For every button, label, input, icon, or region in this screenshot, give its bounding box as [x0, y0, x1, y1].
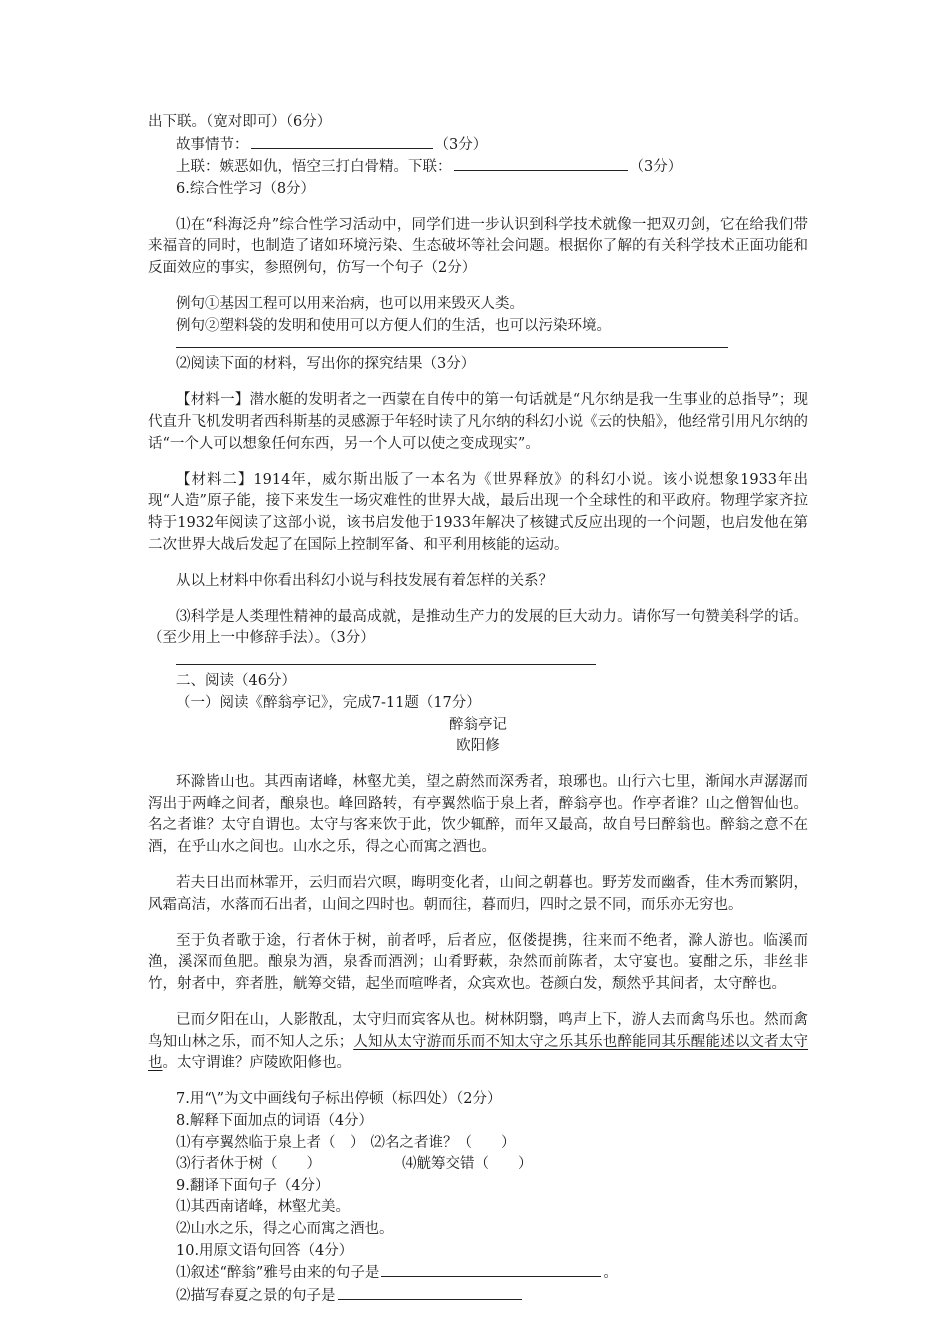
answer-blank[interactable]	[338, 1285, 522, 1300]
question-10-1: ⑴叙述“醉翁”雅号由来的句子是 。	[148, 1262, 808, 1285]
question-10: 10.用原文语句回答（4分）	[176, 1242, 354, 1259]
question-10-2: ⑵描写春夏之景的句子是	[148, 1285, 808, 1308]
example-1: 例句①基因工程可以用来治病，也可以用来毁灭人类。	[176, 296, 524, 313]
section-2-heading: 二、阅读（46分）	[176, 673, 296, 690]
line-1: 出下联。（宽对即可）（6分）	[148, 114, 332, 130]
answer-line[interactable]	[176, 347, 728, 348]
essay-author: 欧阳修	[456, 738, 500, 755]
question-7: 7.用“\”为文中画线句子标出停顿（标四处）（2分）	[176, 1091, 502, 1108]
question-8-row-2: ⑶行者休于树（ ） ⑷觥筹交错（ ）	[176, 1156, 533, 1173]
question-6-heading: 6.综合性学习（8分）	[176, 180, 316, 197]
question-9: 9.翻译下面句子（4分）	[176, 1177, 330, 1194]
story-plot-line: 故事情节： （3分）	[148, 134, 808, 157]
answer-blank[interactable]	[454, 156, 628, 171]
material-1: 【材料一】潜水艇的发明者之一西蒙在自传中的第一句话就是“凡尔纳是我一生事业的总指导”；现代直升飞机发明者西科斯基的灵感源于年轻时读了凡尔纳的科幻小说《云的快船》，他经常引用凡尔纳的话“一个人可以想象任何东西，另一个人可以使之变成现实”。	[148, 392, 808, 452]
answer-line[interactable]	[176, 664, 596, 665]
underlined-sentence: 人知从太守游而乐而不知太守之乐其乐也醉能同其乐醒能述以文者太守也	[148, 1033, 809, 1072]
question-9-1: ⑴其西南诸峰，林壑尤美。	[176, 1199, 350, 1216]
document-page	[148, 112, 808, 1307]
question-6-3: ⑶科学是人类理性精神的最高成就，是推动生产力的发展的巨大动力。请你写一句赞美科学的话。（至少用上一中修辞手法）。（3分）	[148, 608, 808, 647]
question-8: 8.解释下面加点的词语（4分）	[176, 1112, 374, 1129]
essay-paragraph-1: 环滁皆山也。其西南诸峰，林壑尤美，望之蔚然而深秀者，琅琊也。山行六七里，渐闻水声潺潺而泻出于两峰之间者，酿泉也。峰回路转，有亭翼然临于泉上者，醉翁亭也。作亭者谁？山之僧智仙也。名之者谁？太守自谓也。太守与客来饮于此，饮少辄醉，而年又最高，故自号曰醉翁也。醉翁之意不在酒，在乎山水之间也。山水之乐，得之心而寓之酒也。	[148, 774, 808, 856]
material-2: 【材料二】1914年，威尔斯出版了一本名为《世界释放》的科幻小说。该小说想象1933年出现“人造”原子能，接下来发生一场灾难性的世界大战，最后出现一个全球性的和平政府。物理学家齐拉特于1932年阅读了这部小说，该书启发他于1933年解决了核键式反应出现的一个问题，也启发他在第二次世界大战后发起了在国际上控制军备、和平利用核能的运动。	[148, 471, 808, 553]
example-2: 例句②塑料袋的发明和使用可以方便人们的生活，也可以污染环境。	[176, 317, 611, 334]
answer-blank[interactable]	[381, 1262, 601, 1277]
essay-paragraph-3: 至于负者歌于途，行者休于树，前者呼，后者应，伛偻提携，往来而不绝者，滁人游也。临溪而渔，溪深而鱼肥。酿泉为酒，泉香而酒洌；山肴野蔌，杂然而前陈者，太守宴也。宴酣之乐，非丝非竹，射者中，弈者胜，觥筹交错，起坐而喧哗者，众宾欢也。苍颜白发，颓然乎其间者，太守醉也。	[148, 932, 808, 992]
essay-paragraph-4: 已而夕阳在山，人影散乱，太守归而宾客从也。树林阴翳，鸣声上下，游人去而禽鸟乐也。然而禽鸟知山林之乐，而不知人之乐；人知从太守游而乐而不知太守之乐其乐也醉能同其乐醒能述以文者太守也。太守谓谁？庐陵欧阳修也。	[148, 1012, 809, 1072]
question-6-2: ⑵阅读下面的材料，写出你的探究结果（3分）	[176, 356, 476, 373]
material-question: 从以上材料中你看出科幻小说与科技发展有着怎样的关系？	[176, 572, 553, 589]
question-8-row-1: ⑴有亭翼然临于泉上者（ ） ⑵名之者谁？（ ）	[176, 1134, 516, 1151]
answer-blank[interactable]	[251, 134, 433, 149]
section-2-1-heading: （一）阅读《醉翁亭记》，完成7-11题（17分）	[176, 694, 481, 711]
couplet-line: 上联：嫉恶如仇，悟空三打白骨精。下联： （3分）	[148, 156, 808, 179]
essay-paragraph-2: 若夫日出而林霏开，云归而岩穴暝，晦明变化者，山间之朝暮也。野芳发而幽香，佳木秀而繁阴，风霜高洁，水落而石出者，山间之四时也。朝而往，暮而归，四时之景不同，而乐亦无穷也。	[148, 875, 808, 913]
essay-title: 醉翁亭记	[449, 716, 507, 733]
question-9-2: ⑵山水之乐，得之心而寓之酒也。	[176, 1220, 394, 1237]
question-6-1: ⑴在“科海泛舟”综合性学习活动中，同学们进一步认识到科学技术就像一把双刃剑，它在给我们带来福音的同时，也制造了诸如环境污染、生态破坏等社会问题。根据你了解的有关科学技术正面功能和反面效应的事实，参照例句，仿写一个句子（2分）	[148, 216, 808, 277]
